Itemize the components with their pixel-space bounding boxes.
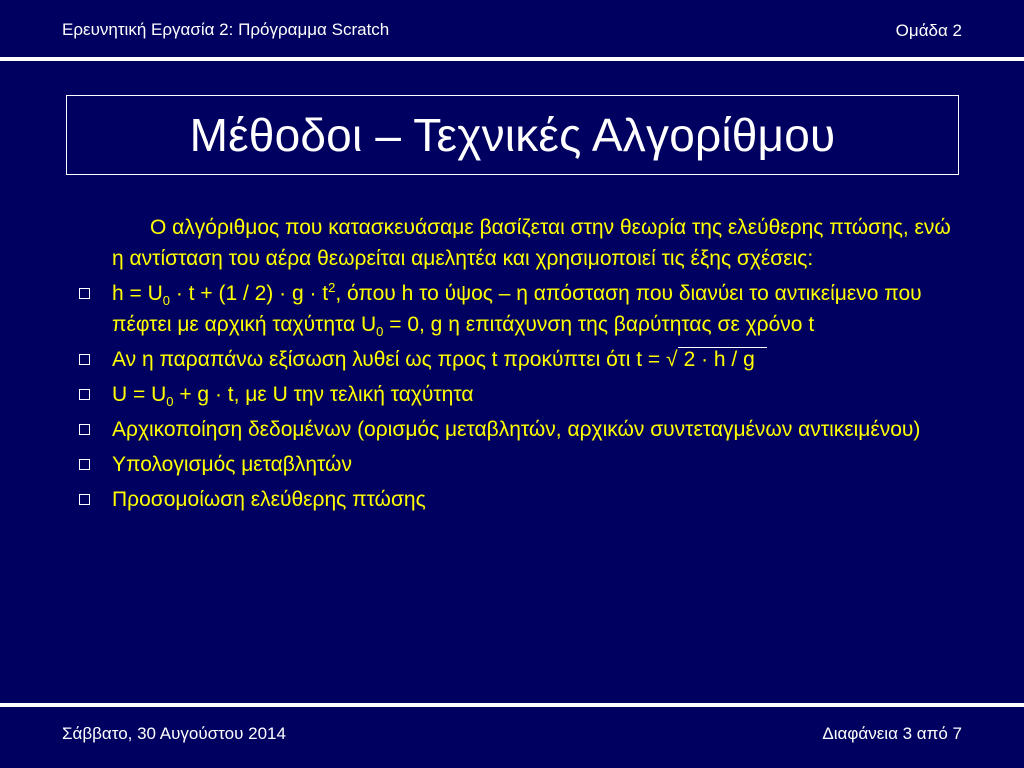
bullet-item-time-solution xyxy=(78,344,958,375)
description-text: Αν η παραπάνω εξίσωση λυθεί ως προς t προκύπτει ότι t = xyxy=(112,348,667,371)
hollow-square-bullet-icon xyxy=(79,459,90,470)
equation-text: h = U xyxy=(112,282,163,305)
subscript: 0 xyxy=(162,293,171,309)
bullet-item-initialization xyxy=(78,414,958,445)
intro-paragraph: Ο αλγόριθμος που κατασκευάσαμε βασίζεται στην θεωρία της ελεύθερης πτώσης, ενώ η αντίσταση του αέρα θεωρείται αμελητέα και χρησιμοποιεί τις έξης σχέσεις: xyxy=(112,216,951,270)
subscript: 0 xyxy=(376,324,384,340)
header-course-title: Ερευνητική Εργασία 2: Πρόγραμμα Scratch xyxy=(62,20,390,39)
superscript: 2 xyxy=(328,280,336,295)
bullet-text: Υπολογισμός μεταβλητών xyxy=(112,453,352,476)
bullet-item-simulation xyxy=(78,484,958,515)
square-root-icon: √ xyxy=(666,348,678,371)
description-text: = 0, g η επιτάχυνση της βαρύτητας σε χρόνο t xyxy=(383,313,815,336)
hollow-square-bullet-icon xyxy=(79,424,90,435)
slide-title: Μέθοδοι – Τεχνικές Αλγορίθμου xyxy=(189,109,836,161)
bullet-item-height-equation xyxy=(78,278,958,340)
header-group-label: Ομάδα 2 xyxy=(895,21,962,40)
hollow-square-bullet-icon xyxy=(79,354,90,365)
footer-divider xyxy=(0,703,1024,707)
hollow-square-bullet-icon xyxy=(79,389,90,400)
subscript: 0 xyxy=(166,394,174,410)
header-divider xyxy=(0,57,1024,61)
bullet-text: Προσομοίωση ελεύθερης πτώσης xyxy=(112,488,426,511)
equation-text: U = U xyxy=(112,383,167,406)
bullet-item-velocity-equation xyxy=(78,379,958,410)
bullet-list xyxy=(78,278,958,515)
radicand: 2 · h / g xyxy=(678,347,767,371)
square-root-expression xyxy=(666,348,767,371)
description-text: , όπου h το ύψος – η απόσταση που διανύει το αντικείμενο που πέφτει με αρχική ταχύτητα U xyxy=(112,282,922,336)
slide-body xyxy=(78,212,958,515)
description-text: + g · t, με U την τελική ταχύτητα xyxy=(173,383,474,406)
title-box xyxy=(66,95,959,175)
hollow-square-bullet-icon xyxy=(79,494,90,505)
equation-text: · t + (1 / 2) · g · t xyxy=(170,282,329,305)
footer-date: Σάββατο, 30 Αυγούστου 2014 xyxy=(62,724,286,743)
footer-slide-number: Διαφάνεια 3 από 7 xyxy=(822,724,962,743)
hollow-square-bullet-icon xyxy=(79,288,90,299)
bullet-item-variable-calculation xyxy=(78,449,958,480)
bullet-text: Αρχικοποίηση δεδομένων (ορισμός μεταβλητών, αρχικών συντεταγμένων αντικειμένου) xyxy=(112,418,921,441)
